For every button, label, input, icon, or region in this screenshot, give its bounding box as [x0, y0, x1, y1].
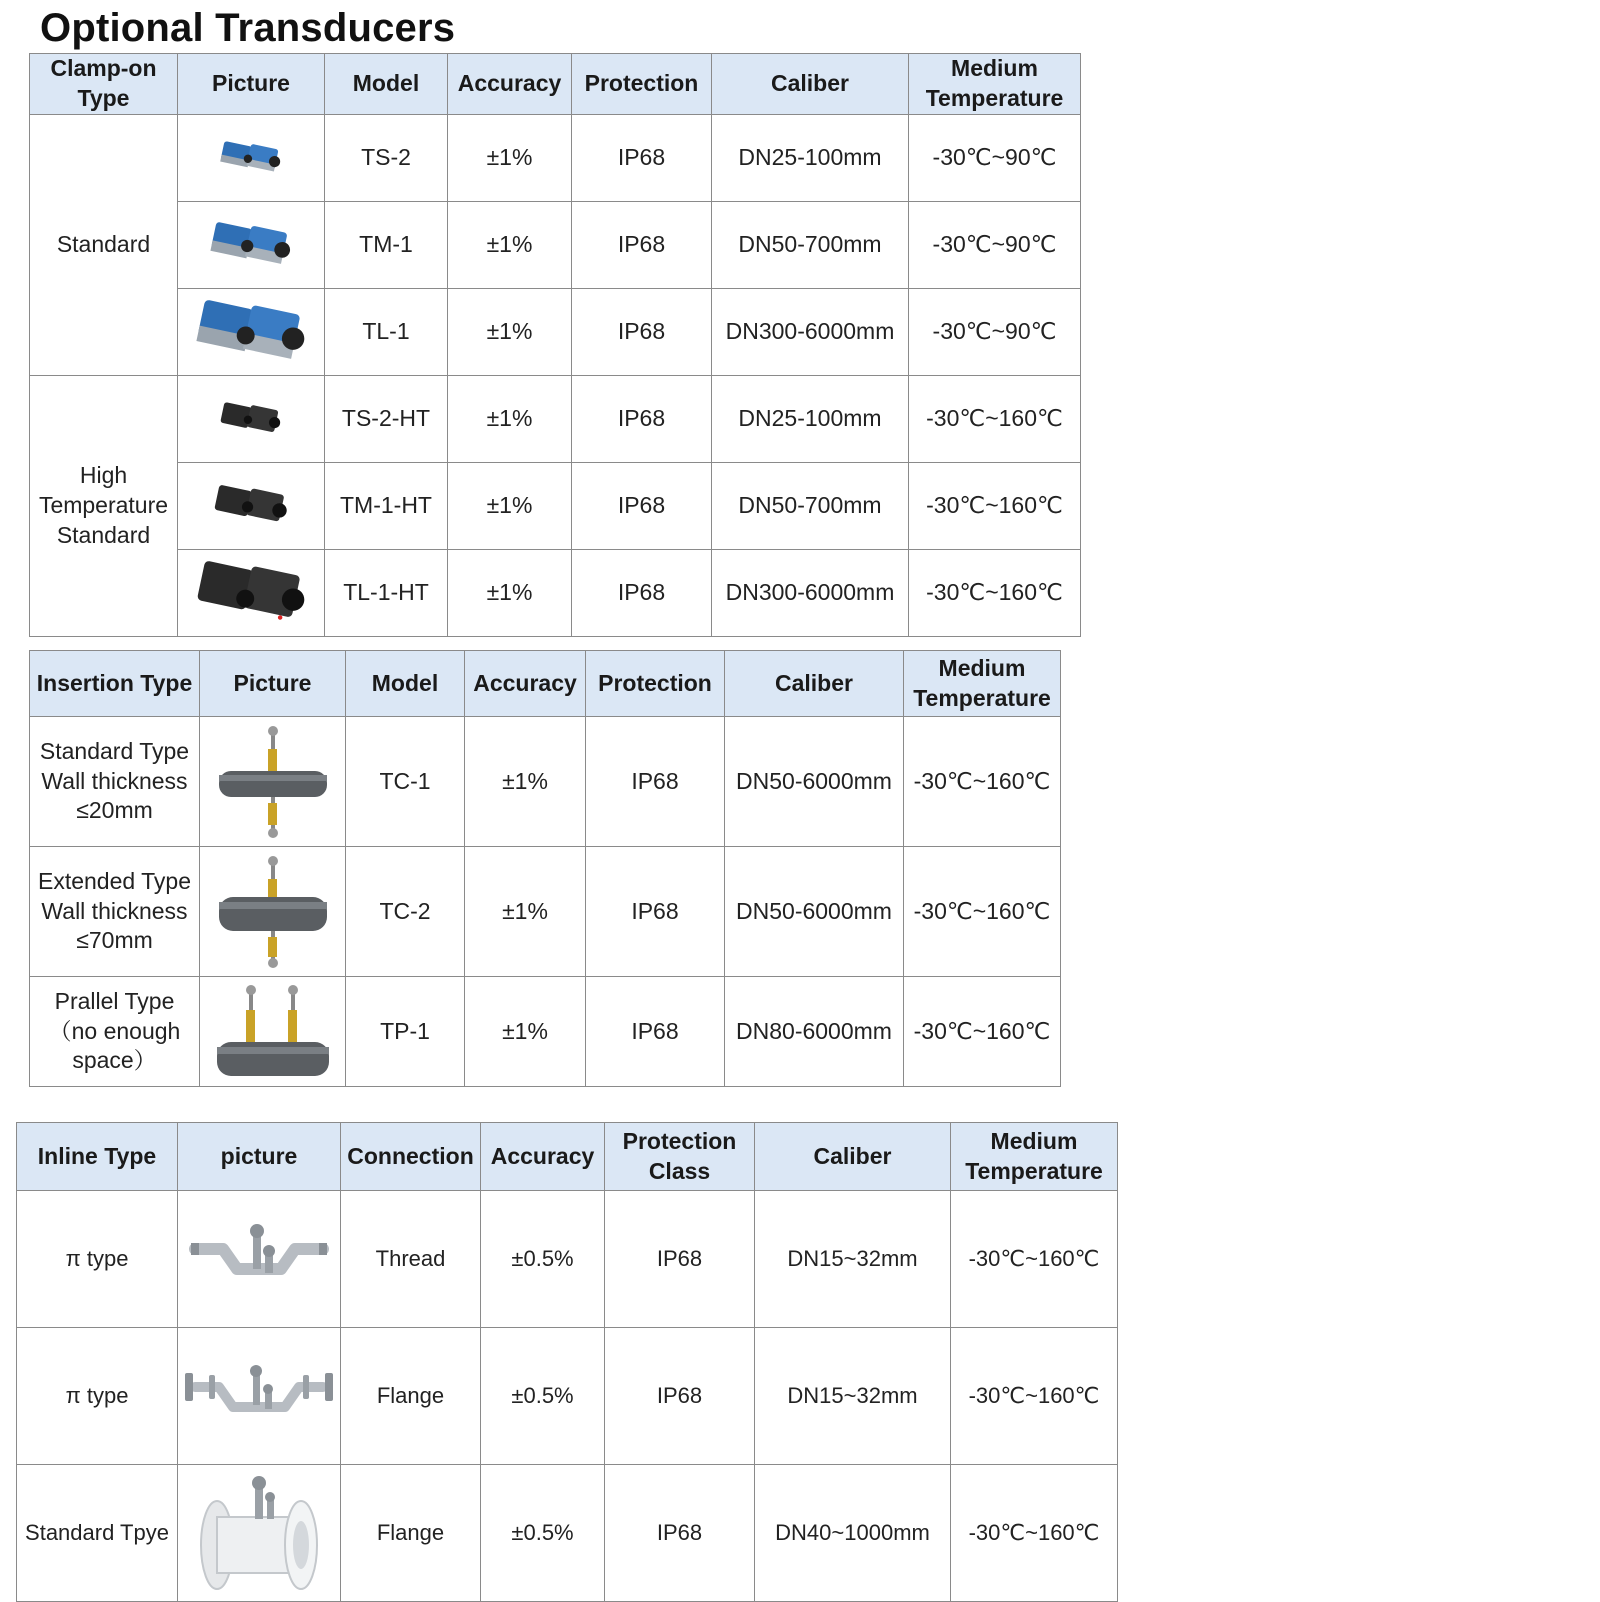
black-clamp-transducer-medium-icon [211, 480, 291, 532]
header-model: Model [346, 651, 465, 717]
table-row [30, 847, 1061, 977]
picture-cell [200, 977, 346, 1087]
header-picture: picture [178, 1123, 341, 1191]
accuracy-cell: ±1% [465, 977, 586, 1087]
protection-cell: IP68 [572, 375, 712, 462]
accuracy-cell: ±1% [448, 114, 572, 201]
model-cell: TP-1 [346, 977, 465, 1087]
header-connection: Connection [341, 1123, 481, 1191]
protection-cell: IP68 [605, 1328, 755, 1465]
accuracy-cell: ±1% [448, 375, 572, 462]
picture-cell [178, 288, 325, 375]
header-model: Model [325, 54, 448, 115]
picture-cell [178, 549, 325, 636]
protection-cell: IP68 [572, 549, 712, 636]
accuracy-cell: ±0.5% [481, 1465, 605, 1602]
caliber-cell: DN300-6000mm [712, 288, 909, 375]
clamp-on-table [29, 53, 1081, 637]
header-protection-class: Protection Class [605, 1123, 755, 1191]
page-title: Optional Transducers [40, 6, 456, 50]
header-medium-temperature: Medium Temperature [909, 54, 1081, 115]
temperature-cell: -30℃~160℃ [951, 1328, 1118, 1465]
caliber-cell: DN40~1000mm [755, 1465, 951, 1602]
pi-type-threaded-pipe-icon [189, 1219, 329, 1299]
protection-cell: IP68 [572, 114, 712, 201]
table-row [30, 977, 1061, 1087]
blue-clamp-transducer-small-icon [216, 135, 286, 181]
insertion-transducer-on-pipe-icon [215, 853, 331, 971]
header-accuracy: Accuracy [448, 54, 572, 115]
accuracy-cell: ±1% [448, 201, 572, 288]
picture-cell [178, 375, 325, 462]
picture-cell [178, 1465, 341, 1602]
type-cell: Prallel Type （no enough space） [30, 977, 200, 1087]
black-clamp-transducer-large-icon [195, 556, 307, 630]
temperature-cell: -30℃~160℃ [951, 1191, 1118, 1328]
caliber-cell: DN50-6000mm [725, 847, 904, 977]
connection-cell: Thread [341, 1191, 481, 1328]
picture-cell [200, 847, 346, 977]
temperature-cell: -30℃~90℃ [909, 288, 1081, 375]
temperature-cell: -30℃~160℃ [904, 977, 1061, 1087]
temperature-cell: -30℃~160℃ [909, 462, 1081, 549]
group-label: High Temperature Standard [30, 375, 178, 636]
header-caliber: Caliber [712, 54, 909, 115]
header-medium-temperature: Medium Temperature [951, 1123, 1118, 1191]
header-picture: Picture [200, 651, 346, 717]
protection-cell: IP68 [586, 847, 725, 977]
table-row [30, 717, 1061, 847]
insertion-table [29, 650, 1061, 1087]
table-row [17, 1465, 1118, 1602]
temperature-cell: -30℃~160℃ [909, 549, 1081, 636]
table-row [30, 114, 1081, 201]
header-clamp-on-type: Clamp-on Type [30, 54, 178, 115]
picture-cell [200, 717, 346, 847]
temperature-cell: -30℃~160℃ [951, 1465, 1118, 1602]
header-caliber: Caliber [725, 651, 904, 717]
caliber-cell: DN15~32mm [755, 1191, 951, 1328]
black-clamp-transducer-small-icon [216, 396, 286, 442]
temperature-cell: -30℃~160℃ [904, 847, 1061, 977]
type-cell: Standard Type Wall thickness ≤20mm [30, 717, 200, 847]
picture-cell [178, 201, 325, 288]
table-row [30, 288, 1081, 375]
caliber-cell: DN15~32mm [755, 1328, 951, 1465]
flanged-spool-pipe-icon [197, 1473, 321, 1593]
model-cell: TC-1 [346, 717, 465, 847]
header-accuracy: Accuracy [481, 1123, 605, 1191]
model-cell: TL-1 [325, 288, 448, 375]
header-insertion-type: Insertion Type [30, 651, 200, 717]
picture-cell [178, 462, 325, 549]
header-medium-temperature: Medium Temperature [904, 651, 1061, 717]
picture-cell [178, 1191, 341, 1328]
header-accuracy: Accuracy [465, 651, 586, 717]
blue-clamp-transducer-medium-icon [206, 217, 296, 273]
type-cell: Standard Tpye [17, 1465, 178, 1602]
pi-type-flanged-pipe-icon [181, 1361, 337, 1431]
table-header-row [30, 651, 1061, 717]
protection-cell: IP68 [605, 1465, 755, 1602]
header-protection: Protection [572, 54, 712, 115]
caliber-cell: DN25-100mm [712, 114, 909, 201]
connection-cell: Flange [341, 1328, 481, 1465]
caliber-cell: DN300-6000mm [712, 549, 909, 636]
protection-cell: IP68 [572, 288, 712, 375]
caliber-cell: DN50-700mm [712, 201, 909, 288]
model-cell: TC-2 [346, 847, 465, 977]
temperature-cell: -30℃~160℃ [909, 375, 1081, 462]
accuracy-cell: ±0.5% [481, 1191, 605, 1328]
accuracy-cell: ±1% [448, 462, 572, 549]
caliber-cell: DN25-100mm [712, 375, 909, 462]
header-caliber: Caliber [755, 1123, 951, 1191]
protection-cell: IP68 [572, 462, 712, 549]
table-header-row [30, 54, 1081, 115]
table-row [30, 462, 1081, 549]
table-header-row [17, 1123, 1118, 1191]
protection-cell: IP68 [586, 717, 725, 847]
model-cell: TM-1 [325, 201, 448, 288]
caliber-cell: DN50-6000mm [725, 717, 904, 847]
type-cell: Extended Type Wall thickness ≤70mm [30, 847, 200, 977]
model-cell: TS-2-HT [325, 375, 448, 462]
temperature-cell: -30℃~160℃ [904, 717, 1061, 847]
picture-cell [178, 114, 325, 201]
connection-cell: Flange [341, 1465, 481, 1602]
accuracy-cell: ±1% [448, 288, 572, 375]
caliber-cell: DN50-700mm [712, 462, 909, 549]
accuracy-cell: ±1% [465, 717, 586, 847]
model-cell: TM-1-HT [325, 462, 448, 549]
table-row [30, 549, 1081, 636]
insertion-transducer-on-pipe-icon [215, 723, 331, 841]
blue-clamp-transducer-large-icon [195, 296, 307, 368]
temperature-cell: -30℃~90℃ [909, 201, 1081, 288]
accuracy-cell: ±0.5% [481, 1328, 605, 1465]
table-row [17, 1328, 1118, 1465]
picture-cell [178, 1328, 341, 1465]
protection-cell: IP68 [605, 1191, 755, 1328]
accuracy-cell: ±1% [448, 549, 572, 636]
header-inline-type: Inline Type [17, 1123, 178, 1191]
table-row [30, 201, 1081, 288]
model-cell: TL-1-HT [325, 549, 448, 636]
accuracy-cell: ±1% [465, 847, 586, 977]
group-label: Standard [30, 114, 178, 375]
caliber-cell: DN80-6000mm [725, 977, 904, 1087]
type-cell: π type [17, 1328, 178, 1465]
table-row [30, 375, 1081, 462]
header-protection: Protection [586, 651, 725, 717]
table-row [17, 1191, 1118, 1328]
inline-table [16, 1122, 1118, 1602]
type-cell: π type [17, 1191, 178, 1328]
temperature-cell: -30℃~90℃ [909, 114, 1081, 201]
header-picture: Picture [178, 54, 325, 115]
model-cell: TS-2 [325, 114, 448, 201]
parallel-insertion-transducer-icon [213, 982, 333, 1082]
protection-cell: IP68 [586, 977, 725, 1087]
protection-cell: IP68 [572, 201, 712, 288]
